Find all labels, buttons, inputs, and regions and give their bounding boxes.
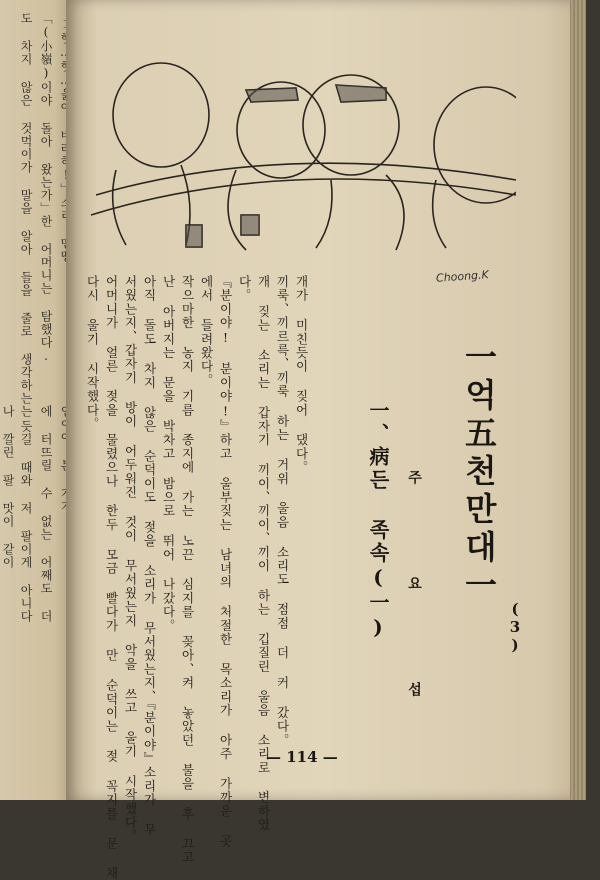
part-number: (3) <box>506 600 524 654</box>
body-text-column: 개 짖는 소리는 갑자기 끼이、끼이、끼이 하는 깁질린 울음 소리로 변하였 <box>256 275 271 832</box>
chapter-heading: 一、病든 족속(一) <box>366 400 390 642</box>
author-name: 주 요 섭 <box>406 470 422 734</box>
left-text-column: 에 터뜨릴 수 없는 어째도 더 <box>39 405 53 623</box>
body-text-column: 다시 울기 시작했다。 <box>85 275 100 431</box>
body-text-column: 개가 미친듯이 짖어 댔다。 <box>294 275 309 475</box>
right-page <box>66 0 586 880</box>
page-edge <box>570 0 586 800</box>
body-text-column: 작으마한 농지 기름 종지에 가는 노끈 심지를 꽂아、켜 놓았던 불을 후 끄고 <box>180 275 195 865</box>
left-text-column: 는 길 때와 저 팔이게 아니다 <box>19 405 33 623</box>
body-text-column: 끼룩、끼르륵、끼룩 하는 거위 울음 소리도 점점 더 커 갔다。 <box>275 275 290 748</box>
left-text-column: 「(小嶺)이야 돌아 왔는가」한 어머니는 탐했다. <box>39 12 53 364</box>
body-text-column: 에서 들려왔다。 <box>199 275 214 388</box>
artist-signature: Choong.K <box>435 268 490 285</box>
left-text-column: 나 깔린 팔 맛이 같이 <box>1 405 15 569</box>
body-text-column: 다。 <box>237 275 252 303</box>
body-text-column: 난 아버지는 문을 박차고 밤으로 뛰어 나갔다。 <box>161 275 176 633</box>
body-text-column: 『분이야! 분이야!』하고 울부짖는 남녀의 처절한 목소리가 아주 가까운 곳 <box>218 275 233 848</box>
left-text-column: 도 차지 않은 것먹이가 말을 알아 들을 줄로 생각하는 듯 <box>19 12 33 433</box>
body-text-column: 아직 돌도 차지 않은 순덕이도 젖을 소리가 무서웠는지、『분이야』소리가 무 <box>142 275 157 837</box>
line-illustration <box>86 30 516 260</box>
story-title: 一억五천만대一 <box>460 340 498 606</box>
body-text-column: 서웠는지、갑자기 방이 어두워진 것이 무서웠는지 악을 쓰고 울기 시작했다。 <box>123 275 138 843</box>
page-number: — 114 — <box>266 748 338 766</box>
body-text-column: 어머니가 얼른 젖을 물렸으나 한두 모금 빨다가 만 순덕이는 젖 꼭지를 문 채 <box>104 275 119 880</box>
